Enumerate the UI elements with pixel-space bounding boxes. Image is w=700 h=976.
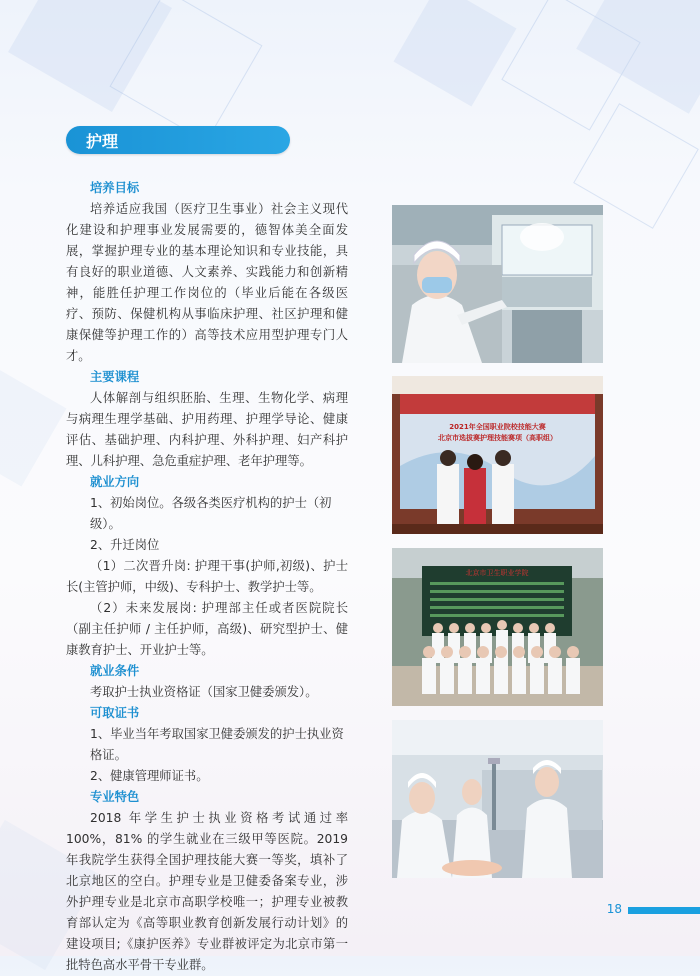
section-heading-certs: 可取证书: [90, 706, 140, 720]
photo-nurse-incubator: [392, 205, 603, 363]
page-number-bar: [628, 907, 700, 914]
page-number: 18: [606, 902, 622, 916]
main-text: [66, 178, 348, 976]
career-sub-1: （1）二次晋升岗: 护理干事(护师,初级)、护士长(主管护师，中级)、专科护士、教学护士等。: [66, 559, 348, 594]
goal-text: 培养适应我国（医疗卫生事业）社会主义现代化建设和护理事业发展需要的，德智体美全面发展，掌握护理专业的基本理论知识和专业技能，具有良好的职业道德、人文素养、实践能力和创新精神，能胜任护理工作岗位的（毕业后能在各级医疗、预防、保健机构从事临床护理、社区护理和健康保健等护理工作的）高等技术应用型护理专门人才。: [66, 202, 348, 363]
courses-text: 人体解剖与组织胚胎、生理、生物化学、病理与病理生理学基础、护用药理、护理学导论、健康评估、基础护理、内科护理、外科护理、妇产科护理、儿科护理、急危重症护理、老年护理等。: [66, 391, 348, 468]
section-heading-conditions: 就业条件: [90, 664, 140, 678]
competition-banner-line2: 北京市选拔赛护理技能赛项（高职组）: [438, 434, 557, 442]
career-sub-2: （2）未来发展岗: 护理部主任或者医院院长（副主任护师 / 主任护师，高级)、研究型护士、健康教育护士、开业护士等。: [66, 601, 348, 657]
photo-competition: [392, 376, 603, 534]
conditions-text: 考取护士执业资格证（国家卫健委颁发）。: [90, 685, 318, 699]
competition-banner-line1: 2021年全国职业院校技能大赛: [449, 423, 546, 431]
section-heading-features: 专业特色: [90, 790, 140, 804]
section-heading-career: 就业方向: [90, 475, 140, 489]
photo-ward-practice: [392, 720, 603, 878]
bg-hexagon: [394, 0, 517, 106]
bg-hexagon: [0, 364, 66, 487]
group-board-text: 北京市卫生职业学院: [465, 569, 529, 577]
certs-item-2: 2、健康管理师证书。: [90, 769, 209, 783]
section-heading-goal: 培养目标: [90, 181, 140, 195]
page-title: 护理: [66, 126, 290, 154]
career-item-1: 1、初始岗位。各级各类医疗机构的护士（初级）。: [90, 496, 332, 531]
photo-group-students: [392, 548, 603, 706]
certs-item-1: 1、毕业当年考取国家卫健委颁发的护士执业资格证。: [90, 727, 344, 762]
career-item-2: 2、升迁岗位: [90, 538, 160, 552]
section-heading-courses: 主要课程: [90, 370, 140, 384]
features-text: 2018 年学生护士执业资格考试通过率 100%，81% 的学生就业在三级甲等医院。2019 年我院学生获得全国护理技能大赛一等奖，填补了北京地区的空白。护理专业是卫健委备案专业，涉外护理专业是北京市高职学校唯一；护理专业被教育部认定为《高等职业教育创新发展行动计划》的建设项目;《康护医养》专业群被评定为北京市第一批特色高水平骨干专业群。: [66, 811, 348, 972]
